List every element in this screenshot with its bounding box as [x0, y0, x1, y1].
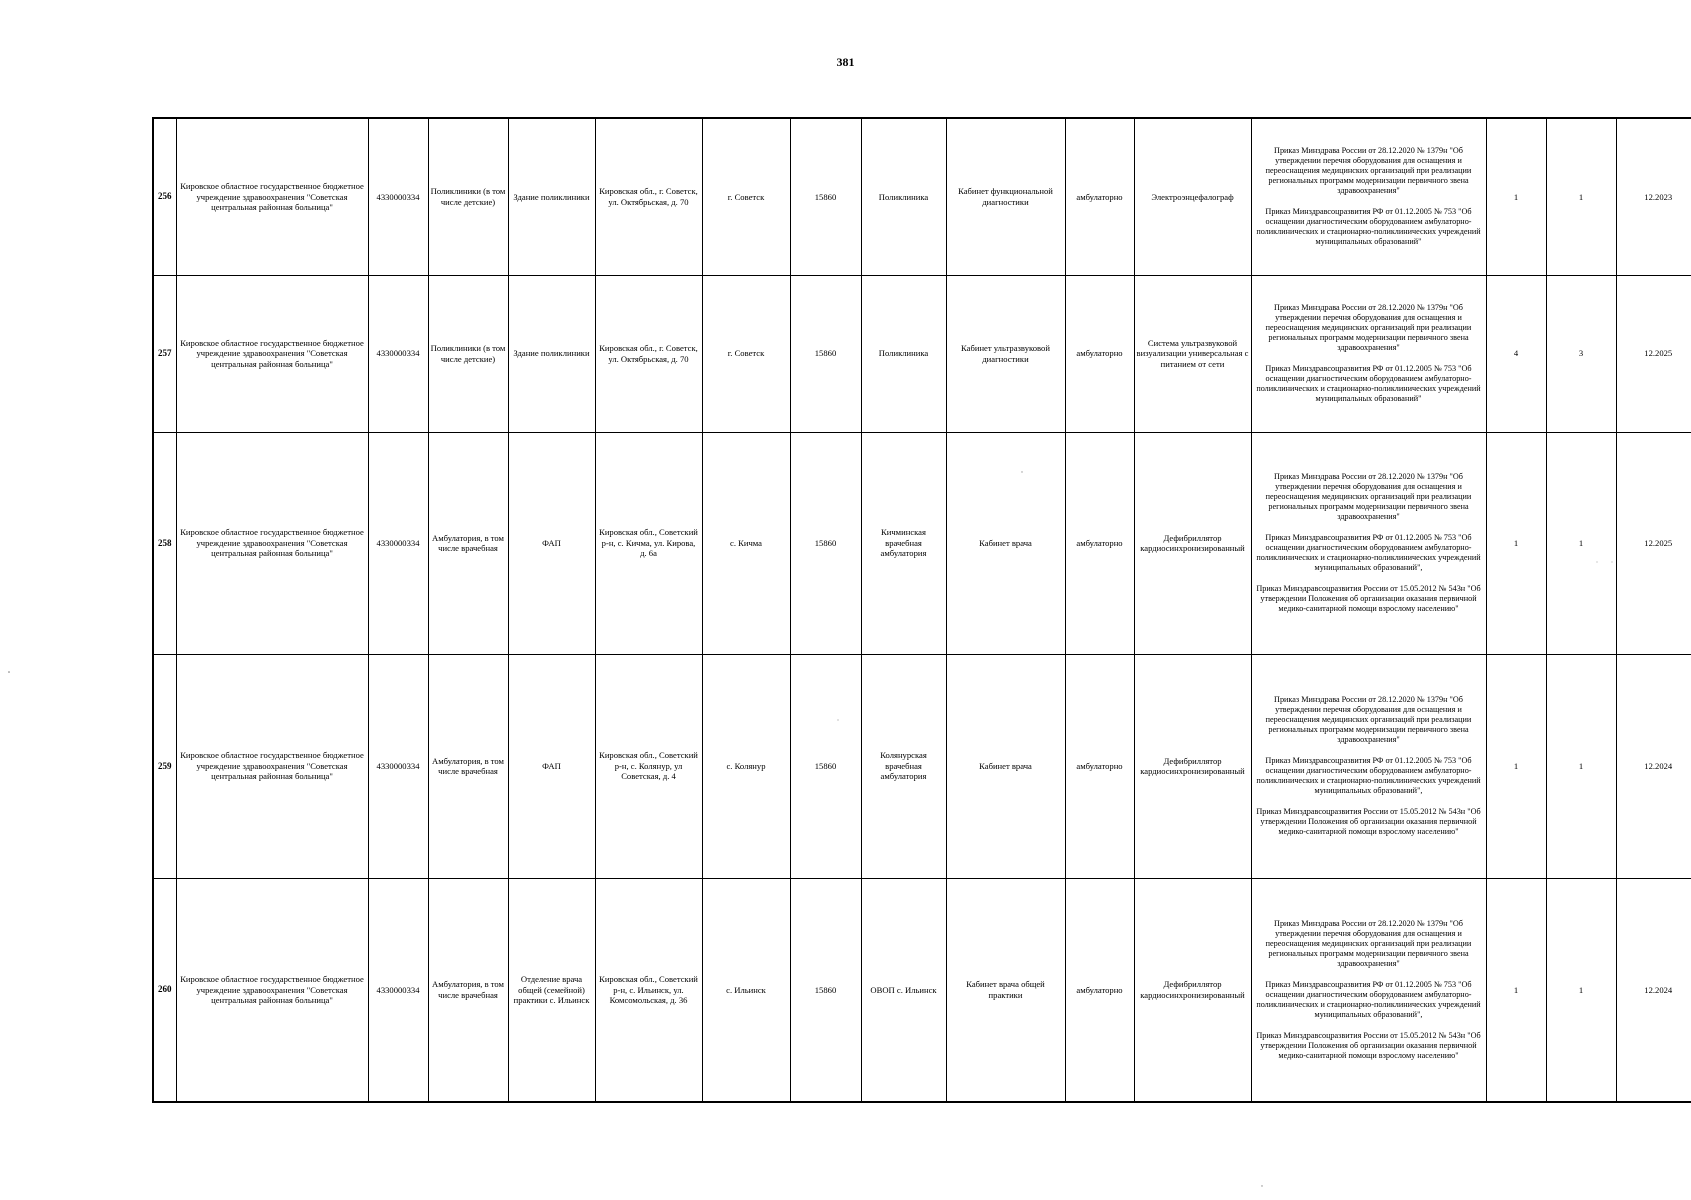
unit-cell: Колянурская врачебная амбулатория [861, 654, 946, 878]
organization-cell: Кировское областное государственное бюджетное учреждение здравоохранения "Советская центральная районная больница" [176, 275, 368, 432]
registry-body [153, 118, 1691, 1102]
scan-speck [1261, 1185, 1262, 1186]
address-cell: Кировская обл., г. Советск, ул. Октябрьская, д. 70 [595, 118, 702, 275]
inn-cell: 4330000334 [368, 275, 428, 432]
row-number-cell: 260 [153, 878, 176, 1102]
quantity-needed-cell: 1 [1486, 432, 1546, 654]
basis-document: Приказ Минздравсоцразвития России от 15.05.2012 № 543н "Об утверждении Положения об организации оказания первичной медико-санитарной помощи взрослому населению" [1256, 584, 1481, 613]
inn-cell: 4330000334 [368, 432, 428, 654]
basis-cell [1251, 118, 1486, 275]
quantity-needed-cell: 1 [1486, 878, 1546, 1102]
quantity-needed-cell: 4 [1486, 275, 1546, 432]
care-form-cell: амбулаторно [1065, 654, 1134, 878]
address-cell: Кировская обл., г. Советск, ул. Октябрьская, д. 70 [595, 275, 702, 432]
facility-type-cell: Поликлиники (в том числе детские) [428, 275, 508, 432]
unit-cell: Кичминская врачебная амбулатория [861, 432, 946, 654]
date-cell: 12.2023 [1616, 118, 1691, 275]
equipment-cell: Электроэнцефалограф [1134, 118, 1251, 275]
unit-cell: Поликлиника [861, 275, 946, 432]
equipment-registry-table [152, 117, 1691, 1103]
organization-cell: Кировское областное государственное бюджетное учреждение здравоохранения "Советская центральная районная больница" [176, 432, 368, 654]
scan-speck [8, 671, 10, 673]
basis-document: Приказ Минздравсоцразвития России от 15.05.2012 № 543н "Об утверждении Положения об организации оказания первичной медико-санитарной помощи взрослому населению" [1256, 807, 1481, 836]
organization-cell: Кировское областное государственное бюджетное учреждение здравоохранения "Советская центральная районная больница" [176, 118, 368, 275]
building-cell: ФАП [508, 432, 595, 654]
basis-document: Приказ Минздравсоцразвития РФ от 01.12.2005 № 753 "Об оснащении диагностическим оборудованием амбулаторно-поликлинических и стационарно-поликлинических учреждений муниципальных образований", [1256, 756, 1481, 795]
equipment-cell: Система ультразвуковой визуализации универсальная с питанием от сети [1134, 275, 1251, 432]
quantity-planned-cell: 1 [1546, 878, 1616, 1102]
unit-cell: Поликлиника [861, 118, 946, 275]
basis-document: Приказ Минздрава России от 28.12.2020 № 1379н "Об утверждении перечня оборудования для оснащения и переоснащения медицинских организаций при реализации региональных программ модернизации первичного звена здравоохранения" [1265, 695, 1472, 744]
basis-document: Приказ Минздрава России от 28.12.2020 № 1379н "Об утверждении перечня оборудования для оснащения и переоснащения медицинских организаций при реализации региональных программ модернизации первичного звена здравоохранения" [1265, 303, 1472, 352]
table-row [153, 118, 1691, 275]
inn-cell: 4330000334 [368, 118, 428, 275]
basis-document: Приказ Минздрава России от 28.12.2020 № 1379н "Об утверждении перечня оборудования для оснащения и переоснащения медицинских организаций при реализации региональных программ модернизации первичного звена здравоохранения" [1265, 472, 1472, 521]
building-cell: Здание поликлиники [508, 275, 595, 432]
row-number-cell: 258 [153, 432, 176, 654]
cabinet-cell: Кабинет врача [946, 654, 1065, 878]
basis-document: Приказ Минздравсоцразвития РФ от 01.12.2005 № 753 "Об оснащении диагностическим оборудованием амбулаторно-поликлинических и стационарно-поликлинических учреждений муниципальных образований", [1256, 533, 1481, 572]
basis-document: Приказ Минздравсоцразвития РФ от 01.12.2005 № 753 "Об оснащении диагностическим оборудованием амбулаторно-поликлинических и стационарно-поликлинических учреждений муниципальных образований" [1256, 364, 1481, 403]
table-row [153, 654, 1691, 878]
row-number-cell: 259 [153, 654, 176, 878]
facility-type-cell: Поликлиники (в том числе детские) [428, 118, 508, 275]
locality-cell: г. Советск [702, 275, 790, 432]
basis-cell [1251, 432, 1486, 654]
care-form-cell: амбулаторно [1065, 118, 1134, 275]
table-row [153, 432, 1691, 654]
page-number: 381 [836, 55, 855, 69]
basis-document: Приказ Минздравсоцразвития РФ от 01.12.2005 № 753 "Об оснащении диагностическим оборудованием амбулаторно-поликлинических и стационарно-поликлинических учреждений муниципальных образований" [1256, 207, 1481, 247]
basis-document: Приказ Минздрава России от 28.12.2020 № 1379н "Об утверждении перечня оборудования для оснащения и переоснащения медицинских организаций при реализации региональных программ модернизации первичного звена здравоохранения" [1265, 146, 1472, 196]
address-cell: Кировская обл., Советский р-н, с. Колянур, ул Советская, д. 4 [595, 654, 702, 878]
facility-type-cell: Амбулатория, в том числе врачебная [428, 654, 508, 878]
care-form-cell: амбулаторно [1065, 432, 1134, 654]
date-cell: 12.2024 [1616, 654, 1691, 878]
basis-cell [1251, 654, 1486, 878]
oktmo-code-cell: 15860 [790, 654, 861, 878]
address-cell: Кировская обл., Советский р-н, с. Ильинск, ул. Комсомольская, д. 36 [595, 878, 702, 1102]
organization-cell: Кировское областное государственное бюджетное учреждение здравоохранения "Советская центральная районная больница" [176, 654, 368, 878]
locality-cell: г. Советск [702, 118, 790, 275]
quantity-planned-cell: 1 [1546, 118, 1616, 275]
building-cell: Здание поликлиники [508, 118, 595, 275]
date-cell: 12.2025 [1616, 275, 1691, 432]
facility-type-cell: Амбулатория, в том числе врачебная [428, 432, 508, 654]
quantity-planned-cell: 3 [1546, 275, 1616, 432]
basis-cell [1251, 275, 1486, 432]
cabinet-cell: Кабинет функциональной диагностики [946, 118, 1065, 275]
quantity-planned-cell: 1 [1546, 432, 1616, 654]
organization-cell: Кировское областное государственное бюджетное учреждение здравоохранения "Советская центральная районная больница" [176, 878, 368, 1102]
basis-document: Приказ Минздрава России от 28.12.2020 № 1379н "Об утверждении перечня оборудования для оснащения и переоснащения медицинских организаций при реализации региональных программ модернизации первичного звена здравоохранения" [1265, 918, 1472, 968]
address-cell: Кировская обл., Советский р-н, с. Кичма, ул. Кирова, д. 6а [595, 432, 702, 654]
inn-cell: 4330000334 [368, 878, 428, 1102]
basis-document: Приказ Минздравсоцразвития России от 15.05.2012 № 543н "Об утверждении Положения об организации оказания первичной медико-санитарной помощи взрослому населению" [1256, 1030, 1481, 1060]
equipment-cell: Дефибриллятор кардиосинхронизированный [1134, 878, 1251, 1102]
locality-cell: с. Колянур [702, 654, 790, 878]
oktmo-code-cell: 15860 [790, 878, 861, 1102]
table-row [153, 275, 1691, 432]
facility-type-cell: Амбулатория, в том числе врачебная [428, 878, 508, 1102]
cabinet-cell: Кабинет ультразвуковой диагностики [946, 275, 1065, 432]
locality-cell: с. Кичма [702, 432, 790, 654]
inn-cell: 4330000334 [368, 654, 428, 878]
care-form-cell: амбулаторно [1065, 275, 1134, 432]
date-cell: 12.2024 [1616, 878, 1691, 1102]
unit-cell: ОВОП с. Ильинск [861, 878, 946, 1102]
table-row [153, 878, 1691, 1102]
care-form-cell: амбулаторно [1065, 878, 1134, 1102]
quantity-planned-cell: 1 [1546, 654, 1616, 878]
oktmo-code-cell: 15860 [790, 118, 861, 275]
basis-cell [1251, 878, 1486, 1102]
cabinet-cell: Кабинет врача [946, 432, 1065, 654]
quantity-needed-cell: 1 [1486, 118, 1546, 275]
building-cell: Отделение врача общей (семейной) практики с. Ильинск [508, 878, 595, 1102]
cabinet-cell: Кабинет врача общей практики [946, 878, 1065, 1102]
locality-cell: с. Ильинск [702, 878, 790, 1102]
oktmo-code-cell: 15860 [790, 275, 861, 432]
oktmo-code-cell: 15860 [790, 432, 861, 654]
basis-document: Приказ Минздравсоцразвития РФ от 01.12.2005 № 753 "Об оснащении диагностическим оборудованием амбулаторно-поликлинических и стационарно-поликлинических учреждений муниципальных образований", [1256, 979, 1481, 1019]
row-number-cell: 256 [153, 118, 176, 275]
row-number-cell: 257 [153, 275, 176, 432]
date-cell: 12.2025 [1616, 432, 1691, 654]
equipment-cell: Дефибриллятор кардиосинхронизированный [1134, 432, 1251, 654]
building-cell: ФАП [508, 654, 595, 878]
quantity-needed-cell: 1 [1486, 654, 1546, 878]
equipment-cell: Дефибриллятор кардиосинхронизированный [1134, 654, 1251, 878]
